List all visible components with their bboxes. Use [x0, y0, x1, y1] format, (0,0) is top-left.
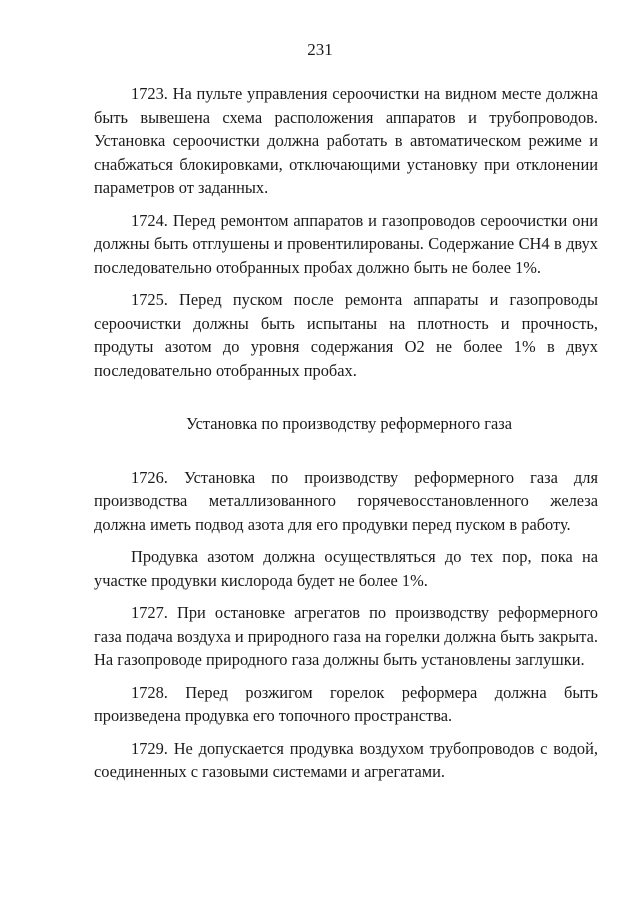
- paragraph-1728: 1728. Перед розжигом горелок реформера должна быть произведена продувка его топочного пространства.: [94, 682, 598, 725]
- paragraph-1724: 1724. Перед ремонтом аппаратов и газопроводов сероочистки они должны быть отглушены и провентилированы. Содержание CH4 в двух последовательно отобранных пробах должно быть не более 1%.: [94, 210, 598, 277]
- paragraph-1725: 1725. Перед пуском после ремонта аппараты и газопроводы сероочистки должны быть испытаны на плотность и прочность, продуты азотом до уровня содержания O2 не более 1% в двух последовательно отобранных пробах.: [94, 290, 598, 380]
- paragraph-1727: 1727. При остановке агрегатов по производству реформерного газа подача воздуха и природного газа на горелки должна быть закрыта. На газопроводе природного газа должны быть установлены заглушки.: [94, 603, 598, 669]
- page-number: 231: [307, 40, 333, 59]
- paragraph-1723: 1723. На пульте управления сероочистки на видном месте должна быть вывешена схема расположения аппаратов и трубопроводов. Установка сероочистки должна работать в автоматическом режиме и снабжаться блокировками, отключающими установку при отклонении параметров от заданных.: [94, 84, 598, 197]
- paragraph-1726-continued: Продувка азотом должна осуществляться до тех пор, пока на участке продувки кислорода будет не более 1%.: [94, 547, 598, 590]
- paragraph-1729: 1729. Не допускается продувка воздухом трубопроводов с водой, соединенных с газовыми системами и агрегатами.: [94, 738, 598, 781]
- paragraph-1726: 1726. Установка по производству реформерного газа для производства металлизованного горячевосстановленного железа должна иметь подвод азота для его продувки перед пуском в работу.: [94, 467, 598, 534]
- document-body: [94, 82, 598, 793]
- section-heading: Установка по производству реформерного газа: [185, 414, 512, 433]
